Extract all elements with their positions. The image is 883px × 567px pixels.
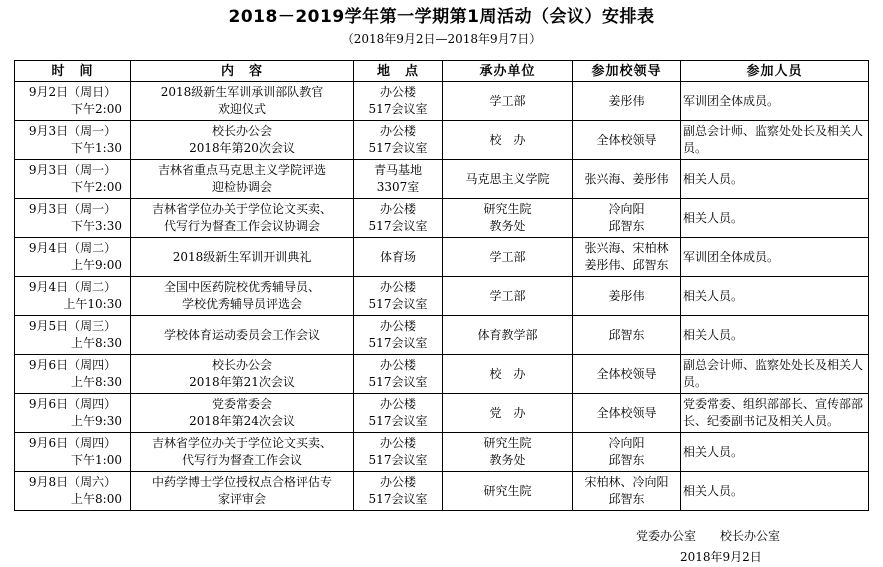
leaders-cell bbox=[573, 199, 681, 238]
clock-text: 上午9:30 bbox=[71, 414, 122, 428]
content-line: 中药学博士学位授权点合格评估专 bbox=[151, 475, 332, 489]
host-unit-cell bbox=[443, 160, 573, 199]
leader-line: 邱智东 bbox=[608, 327, 645, 342]
schedule-body bbox=[15, 82, 869, 511]
place-line: 办公楼 bbox=[379, 124, 416, 138]
content-line: 吉林省学位办关于学位论文买卖、 bbox=[151, 202, 332, 216]
place-line: 青马基地 bbox=[373, 163, 422, 177]
place-line: 办公楼 bbox=[379, 85, 416, 99]
place-cell bbox=[354, 82, 443, 121]
host-unit-line: 研究生院 bbox=[483, 483, 532, 498]
content-cell bbox=[131, 238, 354, 277]
content-line: 校长办公会 bbox=[211, 358, 272, 372]
leaders-cell bbox=[573, 472, 681, 511]
content-cell bbox=[131, 472, 354, 511]
leader-line: 冷向阳 bbox=[608, 202, 645, 216]
attendees-cell: 相关人员。 bbox=[681, 433, 869, 472]
host-unit-cell bbox=[443, 238, 573, 277]
attendees-cell: 副总会计师、监察处处长及相关人员。 bbox=[681, 355, 869, 394]
content-line: 欢迎仪式 bbox=[217, 102, 266, 116]
table-row bbox=[15, 355, 869, 394]
content-cell bbox=[131, 394, 354, 433]
place-line: 办公楼 bbox=[379, 280, 416, 294]
table-row bbox=[15, 277, 869, 316]
content-cell bbox=[131, 355, 354, 394]
host-unit-line: 学工部 bbox=[489, 93, 526, 108]
host-unit-line: 体育教学部 bbox=[477, 327, 538, 342]
content-line: 2018年第24次会议 bbox=[189, 414, 295, 428]
leader-line: 邱智东 bbox=[608, 453, 645, 467]
place-line: 517会议室 bbox=[368, 492, 428, 506]
header-leaders: 参加校领导 bbox=[573, 61, 681, 82]
clock-text: 下午3:30 bbox=[71, 219, 122, 233]
host-unit-line: 研究生院 bbox=[483, 436, 532, 450]
issue-date: 2018年9月2日 bbox=[680, 550, 762, 564]
time-cell bbox=[15, 238, 131, 277]
leader-line: 全体校领导 bbox=[596, 132, 657, 147]
content-cell bbox=[131, 316, 354, 355]
table-row bbox=[15, 394, 869, 433]
date-text: 9月5日（周三） bbox=[28, 319, 117, 333]
attendees-cell: 相关人员。 bbox=[681, 316, 869, 355]
time-cell bbox=[15, 121, 131, 160]
time-cell bbox=[15, 433, 131, 472]
place-line: 办公楼 bbox=[379, 202, 416, 216]
table-row bbox=[15, 199, 869, 238]
date-text: 9月4日（周二） bbox=[28, 280, 117, 294]
place-cell bbox=[354, 316, 443, 355]
host-unit-cell bbox=[443, 316, 573, 355]
leaders-cell bbox=[573, 355, 681, 394]
host-unit-cell bbox=[443, 199, 573, 238]
content-line: 2018级新生军训开训典礼 bbox=[172, 249, 312, 264]
table-row bbox=[15, 238, 869, 277]
host-unit-line: 党 办 bbox=[489, 405, 526, 420]
content-cell bbox=[131, 277, 354, 316]
content-cell bbox=[131, 199, 354, 238]
leader-line: 姜彤伟 bbox=[608, 93, 645, 108]
attendees-cell: 相关人员。 bbox=[681, 472, 869, 511]
date-text: 9月4日（周二） bbox=[28, 241, 117, 255]
table-row bbox=[15, 82, 869, 121]
place-line: 517会议室 bbox=[368, 297, 428, 311]
leaders-cell bbox=[573, 238, 681, 277]
content-line: 吉林省学位办关于学位论文买卖、 bbox=[151, 436, 332, 450]
leader-line: 张兴海、宋柏林 bbox=[584, 241, 669, 255]
header-time: 时 间 bbox=[15, 61, 131, 82]
content-line: 校长办公会 bbox=[211, 124, 272, 138]
place-line: 517会议室 bbox=[368, 102, 428, 116]
content-line: 2018级新生军训承训部队教官 bbox=[160, 85, 324, 99]
attendees-cell: 副总会计师、监察处处长及相关人员。 bbox=[681, 121, 869, 160]
leader-line: 宋柏林、冷向阳 bbox=[584, 475, 669, 489]
host-unit-cell bbox=[443, 121, 573, 160]
header-attendees: 参加人员 bbox=[681, 61, 869, 82]
host-unit-line: 校 办 bbox=[489, 366, 526, 381]
clock-text: 上午10:30 bbox=[63, 297, 122, 311]
place-cell bbox=[354, 472, 443, 511]
leader-line: 全体校领导 bbox=[596, 366, 657, 381]
leaders-cell bbox=[573, 160, 681, 199]
place-line: 体育场 bbox=[379, 249, 416, 264]
content-line: 吉林省重点马克思主义学院评选 bbox=[157, 163, 326, 177]
time-cell bbox=[15, 316, 131, 355]
time-cell bbox=[15, 199, 131, 238]
place-line: 517会议室 bbox=[368, 219, 428, 233]
clock-text: 下午2:00 bbox=[71, 102, 122, 116]
place-cell bbox=[354, 121, 443, 160]
clock-text: 下午1:00 bbox=[71, 453, 122, 467]
content-cell bbox=[131, 82, 354, 121]
place-cell bbox=[354, 394, 443, 433]
date-text: 9月3日（周一） bbox=[28, 202, 117, 216]
leader-line: 邱智东 bbox=[608, 492, 645, 506]
leaders-cell bbox=[573, 277, 681, 316]
place-line: 517会议室 bbox=[368, 375, 428, 389]
place-cell bbox=[354, 160, 443, 199]
content-line: 迎检协调会 bbox=[211, 180, 272, 194]
leader-line: 姜彤伟 bbox=[608, 288, 645, 303]
content-cell bbox=[131, 433, 354, 472]
header-content: 内 容 bbox=[131, 61, 354, 82]
place-cell bbox=[354, 238, 443, 277]
attendees-cell: 军训团全体成员。 bbox=[681, 238, 869, 277]
place-line: 517会议室 bbox=[368, 336, 428, 350]
place-cell bbox=[354, 355, 443, 394]
host-unit-line: 教务处 bbox=[489, 219, 526, 233]
place-cell bbox=[354, 277, 443, 316]
attendees-cell: 党委常委、组织部部长、宣传部部长、纪委副书记及相关人员。 bbox=[681, 394, 869, 433]
content-line: 学校优秀辅导员评选会 bbox=[181, 297, 302, 311]
date-text: 9月3日（周一） bbox=[28, 124, 117, 138]
place-cell bbox=[354, 199, 443, 238]
place-line: 517会议室 bbox=[368, 414, 428, 428]
leader-line: 冷向阳 bbox=[608, 436, 645, 450]
host-unit-line: 学工部 bbox=[489, 249, 526, 264]
host-unit-cell bbox=[443, 277, 573, 316]
attendees-cell: 相关人员。 bbox=[681, 199, 869, 238]
place-line: 办公楼 bbox=[379, 397, 416, 411]
content-line: 2018年第21次会议 bbox=[189, 375, 295, 389]
host-unit-cell bbox=[443, 394, 573, 433]
host-unit-line: 教务处 bbox=[489, 453, 526, 467]
time-cell bbox=[15, 82, 131, 121]
place-line: 3307室 bbox=[376, 180, 420, 194]
schedule-table bbox=[14, 60, 869, 511]
time-cell bbox=[15, 394, 131, 433]
host-unit-line: 学工部 bbox=[489, 288, 526, 303]
place-cell bbox=[354, 433, 443, 472]
table-row bbox=[15, 316, 869, 355]
leader-line: 全体校领导 bbox=[596, 405, 657, 420]
host-unit-cell bbox=[443, 433, 573, 472]
host-unit-line: 马克思主义学院 bbox=[465, 171, 550, 186]
table-row bbox=[15, 433, 869, 472]
leaders-cell bbox=[573, 433, 681, 472]
table-row bbox=[15, 121, 869, 160]
leader-line: 邱智东 bbox=[608, 219, 645, 233]
time-cell bbox=[15, 277, 131, 316]
host-unit-line: 校 办 bbox=[489, 132, 526, 147]
time-cell bbox=[15, 355, 131, 394]
content-cell bbox=[131, 121, 354, 160]
place-line: 517会议室 bbox=[368, 453, 428, 467]
attendees-cell: 相关人员。 bbox=[681, 160, 869, 199]
clock-text: 下午2:00 bbox=[71, 180, 122, 194]
leader-line: 张兴海、姜彤伟 bbox=[584, 171, 669, 186]
clock-text: 下午1:30 bbox=[71, 141, 122, 155]
place-line: 办公楼 bbox=[379, 475, 416, 489]
clock-text: 上午8:30 bbox=[71, 336, 122, 350]
host-unit-line: 研究生院 bbox=[483, 202, 532, 216]
place-line: 办公楼 bbox=[379, 358, 416, 372]
place-line: 517会议室 bbox=[368, 141, 428, 155]
date-text: 9月6日（周四） bbox=[28, 358, 117, 372]
attendees-cell: 军训团全体成员。 bbox=[681, 82, 869, 121]
date-text: 9月6日（周四） bbox=[28, 397, 117, 411]
host-unit-cell bbox=[443, 472, 573, 511]
date-text: 9月6日（周四） bbox=[28, 436, 117, 450]
table-row bbox=[15, 472, 869, 511]
content-line: 家评审会 bbox=[217, 492, 266, 506]
date-text: 9月2日（周日） bbox=[28, 85, 117, 99]
leader-line: 姜彤伟、邱智东 bbox=[584, 258, 669, 272]
clock-text: 上午8:30 bbox=[71, 375, 122, 389]
place-line: 办公楼 bbox=[379, 436, 416, 450]
content-line: 代写行为督查工作会议 bbox=[181, 453, 302, 467]
host-unit-cell bbox=[443, 82, 573, 121]
header-place: 地 点 bbox=[354, 61, 443, 82]
place-line: 办公楼 bbox=[379, 319, 416, 333]
clock-text: 上午9:00 bbox=[71, 258, 122, 272]
content-line: 党委常委会 bbox=[211, 397, 272, 411]
time-cell bbox=[15, 160, 131, 199]
leaders-cell bbox=[573, 121, 681, 160]
time-cell bbox=[15, 472, 131, 511]
date-text: 9月3日（周一） bbox=[28, 163, 117, 177]
host-unit-cell bbox=[443, 355, 573, 394]
leaders-cell bbox=[573, 394, 681, 433]
issuer-signature: 党委办公室 校长办公室 bbox=[636, 529, 781, 543]
leaders-cell bbox=[573, 316, 681, 355]
header-host-unit: 承办单位 bbox=[443, 61, 573, 82]
table-row bbox=[15, 160, 869, 199]
clock-text: 上午8:00 bbox=[71, 492, 122, 506]
page-title: 2018－2019学年第一学期第1周活动（会议）安排表 bbox=[228, 7, 655, 27]
content-line: 代写行为督查工作会议协调会 bbox=[163, 219, 320, 233]
date-range-subtitle: （2018年9月2日—2018年9月7日） bbox=[341, 32, 542, 46]
attendees-cell: 相关人员。 bbox=[681, 277, 869, 316]
table-header-row bbox=[15, 61, 869, 82]
content-cell bbox=[131, 160, 354, 199]
leaders-cell bbox=[573, 82, 681, 121]
date-text: 9月8日（周六） bbox=[28, 475, 117, 489]
content-line: 全国中医药院校优秀辅导员、 bbox=[163, 280, 320, 294]
content-line: 学校体育运动委员会工作会议 bbox=[163, 327, 320, 342]
content-line: 2018年第20次会议 bbox=[189, 141, 295, 155]
